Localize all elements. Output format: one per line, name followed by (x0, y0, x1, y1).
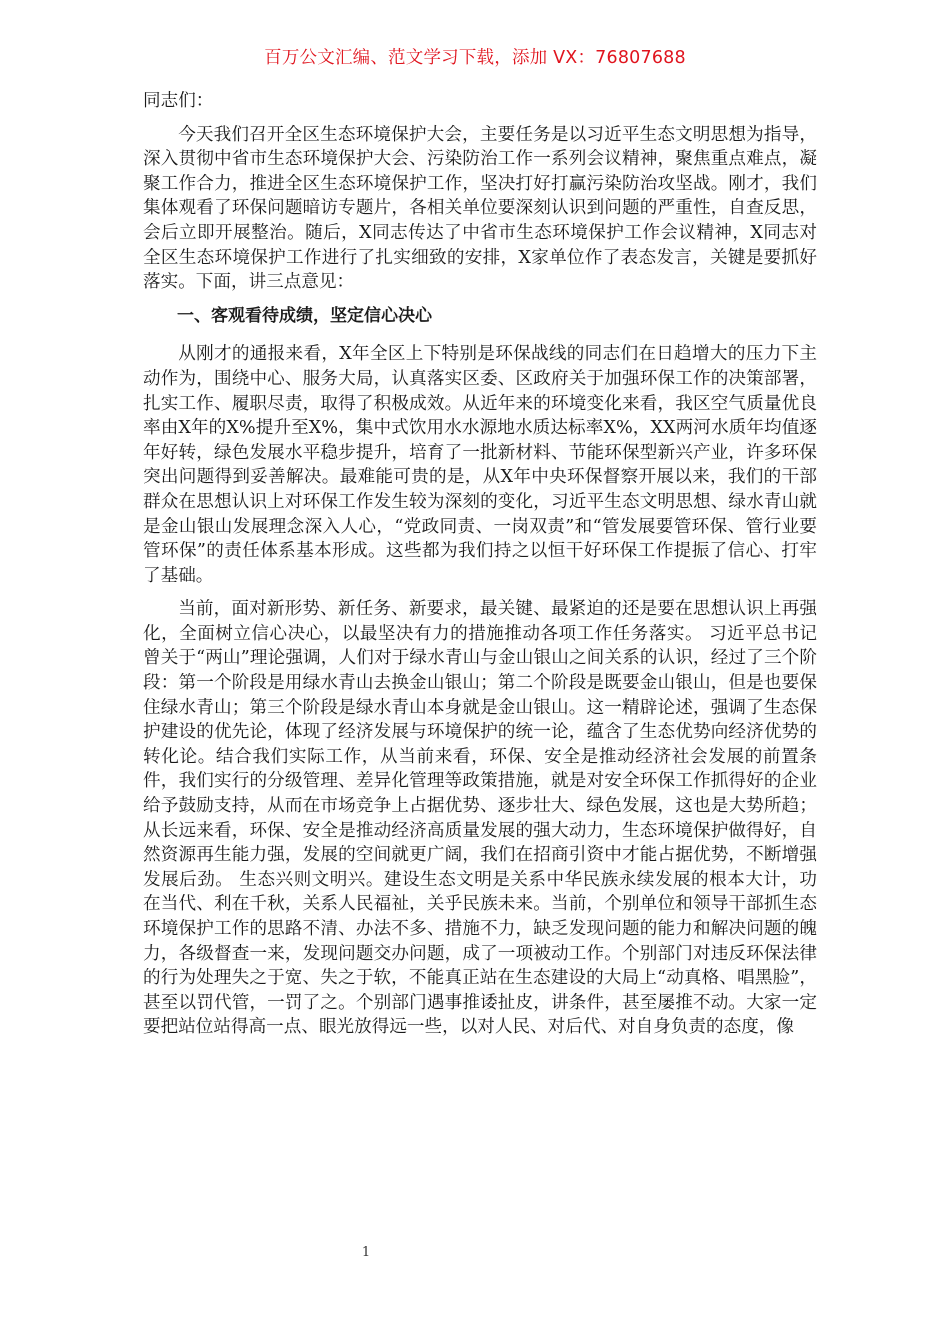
page-number: 1 (361, 1245, 371, 1260)
intro-paragraph: 今天我们召开全区生态环境保护大会，主要任务是以习近平生态文明思想为指导，深入贯彻中省市生态环境保护大会、污染防治工作一系列会议精神，聚焦重点难点，凝聚工作合力，推进全区生态环境保护工作，坚决打好打赢污染防治攻坚战。刚才，我们集体观看了环保问题暗访专题片，各相关单位要深刻认识到问题的严重性，自查反思，会后立即开展整治。随后，X同志传达了中省市生态环境保护工作会议精神，X同志对全区生态环境保护工作进行了扎实细致的安排，X家单位作了表态发言，关键是要抓好落实。下面，讲三点意见： (143, 124, 817, 293)
section-heading-1: 一、客观看待成绩，坚定信心决心 (177, 305, 432, 326)
section-1-paragraph-1: 从刚才的通报来看，X年全区上下特别是环保战线的同志们在日趋增大的压力下主动作为，围绕中心、服务大局，认真落实区委、区政府关于加强环保工作的决策部署，扎实工作、履职尽责，取得了积极成效。从近年来的环境变化来看，我区空气质量优良率由X年的X%提升至X%，集中式饮用水水源地水质达标率X%，XX两河水质年均值逐年好转，绿色发展水平稳步提升，培育了一批新材料、节能环保型新兴产业，许多环保突出问题得到妥善解决。最难能可贵的是，从X年中央环保督察开展以来，我们的干部群众在思想认识上对环保工作发生较为深刻的变化，习近平生态文明思想、绿水青山就是金山银山发展理念深入人心，“党政同责、一岗双责”和“管发展要管环保、管行业要管环保”的责任体系基本形成。这些都为我们持之以恒干好环保工作提振了信心、打牢了基础。 (143, 344, 817, 586)
document-body (143, 89, 817, 1049)
section-1-paragraph-2: 当前，面对新形势、新任务、新要求，最关键、最紧迫的还是要在思想认识上再强化，全面树立信心决心，以最坚决有力的措施推动各项工作任务落实。 习近平总书记曾关于“两山”理论强调，人们对于绿水青山与金山银山之间关系的认识，经过了三个阶段：第一个阶段是用绿水青山去换金山银山；第二个阶段是既要金山银山，但是也要保住绿水青山；第三个阶段是绿水青山本身就是金山银山。这一精辟论述，强调了生态保护建设的优先论，体现了经济发展与环境保护的统一论，蕴含了生态优势向经济优势的转化论。结合我们实际工作，从当前来看，环保、安全是推动经济社会发展的前置条件，我们实行的分级管理、差异化管理等政策措施，就是对安全环保工作抓得好的企业给予鼓励支持，从而在市场竞争上占据优势、逐步壮大、绿色发展，这也是大势所趋；从长远来看，环保、安全是推动经济高质量发展的强大动力，生态环境保护做得好，自然资源再生能力强，发展的空间就更广阔，我们在招商引资中才能占据优势，不断增强发展后劲。 生态兴则文明兴。建设生态文明是关系中华民族永续发展的根本大计，功在当代、利在千秋，关系人民福祉，关乎民族未来。当前，个别单位和领导干部抓生态环境保护工作的思路不清、办法不多、措施不力，缺乏发现问题的能力和解决问题的魄力，各级督查一来，发现问题交办问题，成了一项被动工作。个别部门对违反环保法律的行为处理失之于宽、失之于软，不能真正站在生态建设的大局上“动真格、唱黑脸”，甚至以罚代管，一罚了之。个别部门遇事推诿扯皮，讲条件，甚至屡推不动。大家一定要把站位站得高一点、眼光放得远一些，以对人民、对后代、对自身负责的态度，像 (143, 599, 817, 1038)
promo-banner: 百万公文汇编、范文学习下载，添加 VX：76807688 (264, 48, 686, 68)
salutation: 同志们： (143, 91, 214, 111)
